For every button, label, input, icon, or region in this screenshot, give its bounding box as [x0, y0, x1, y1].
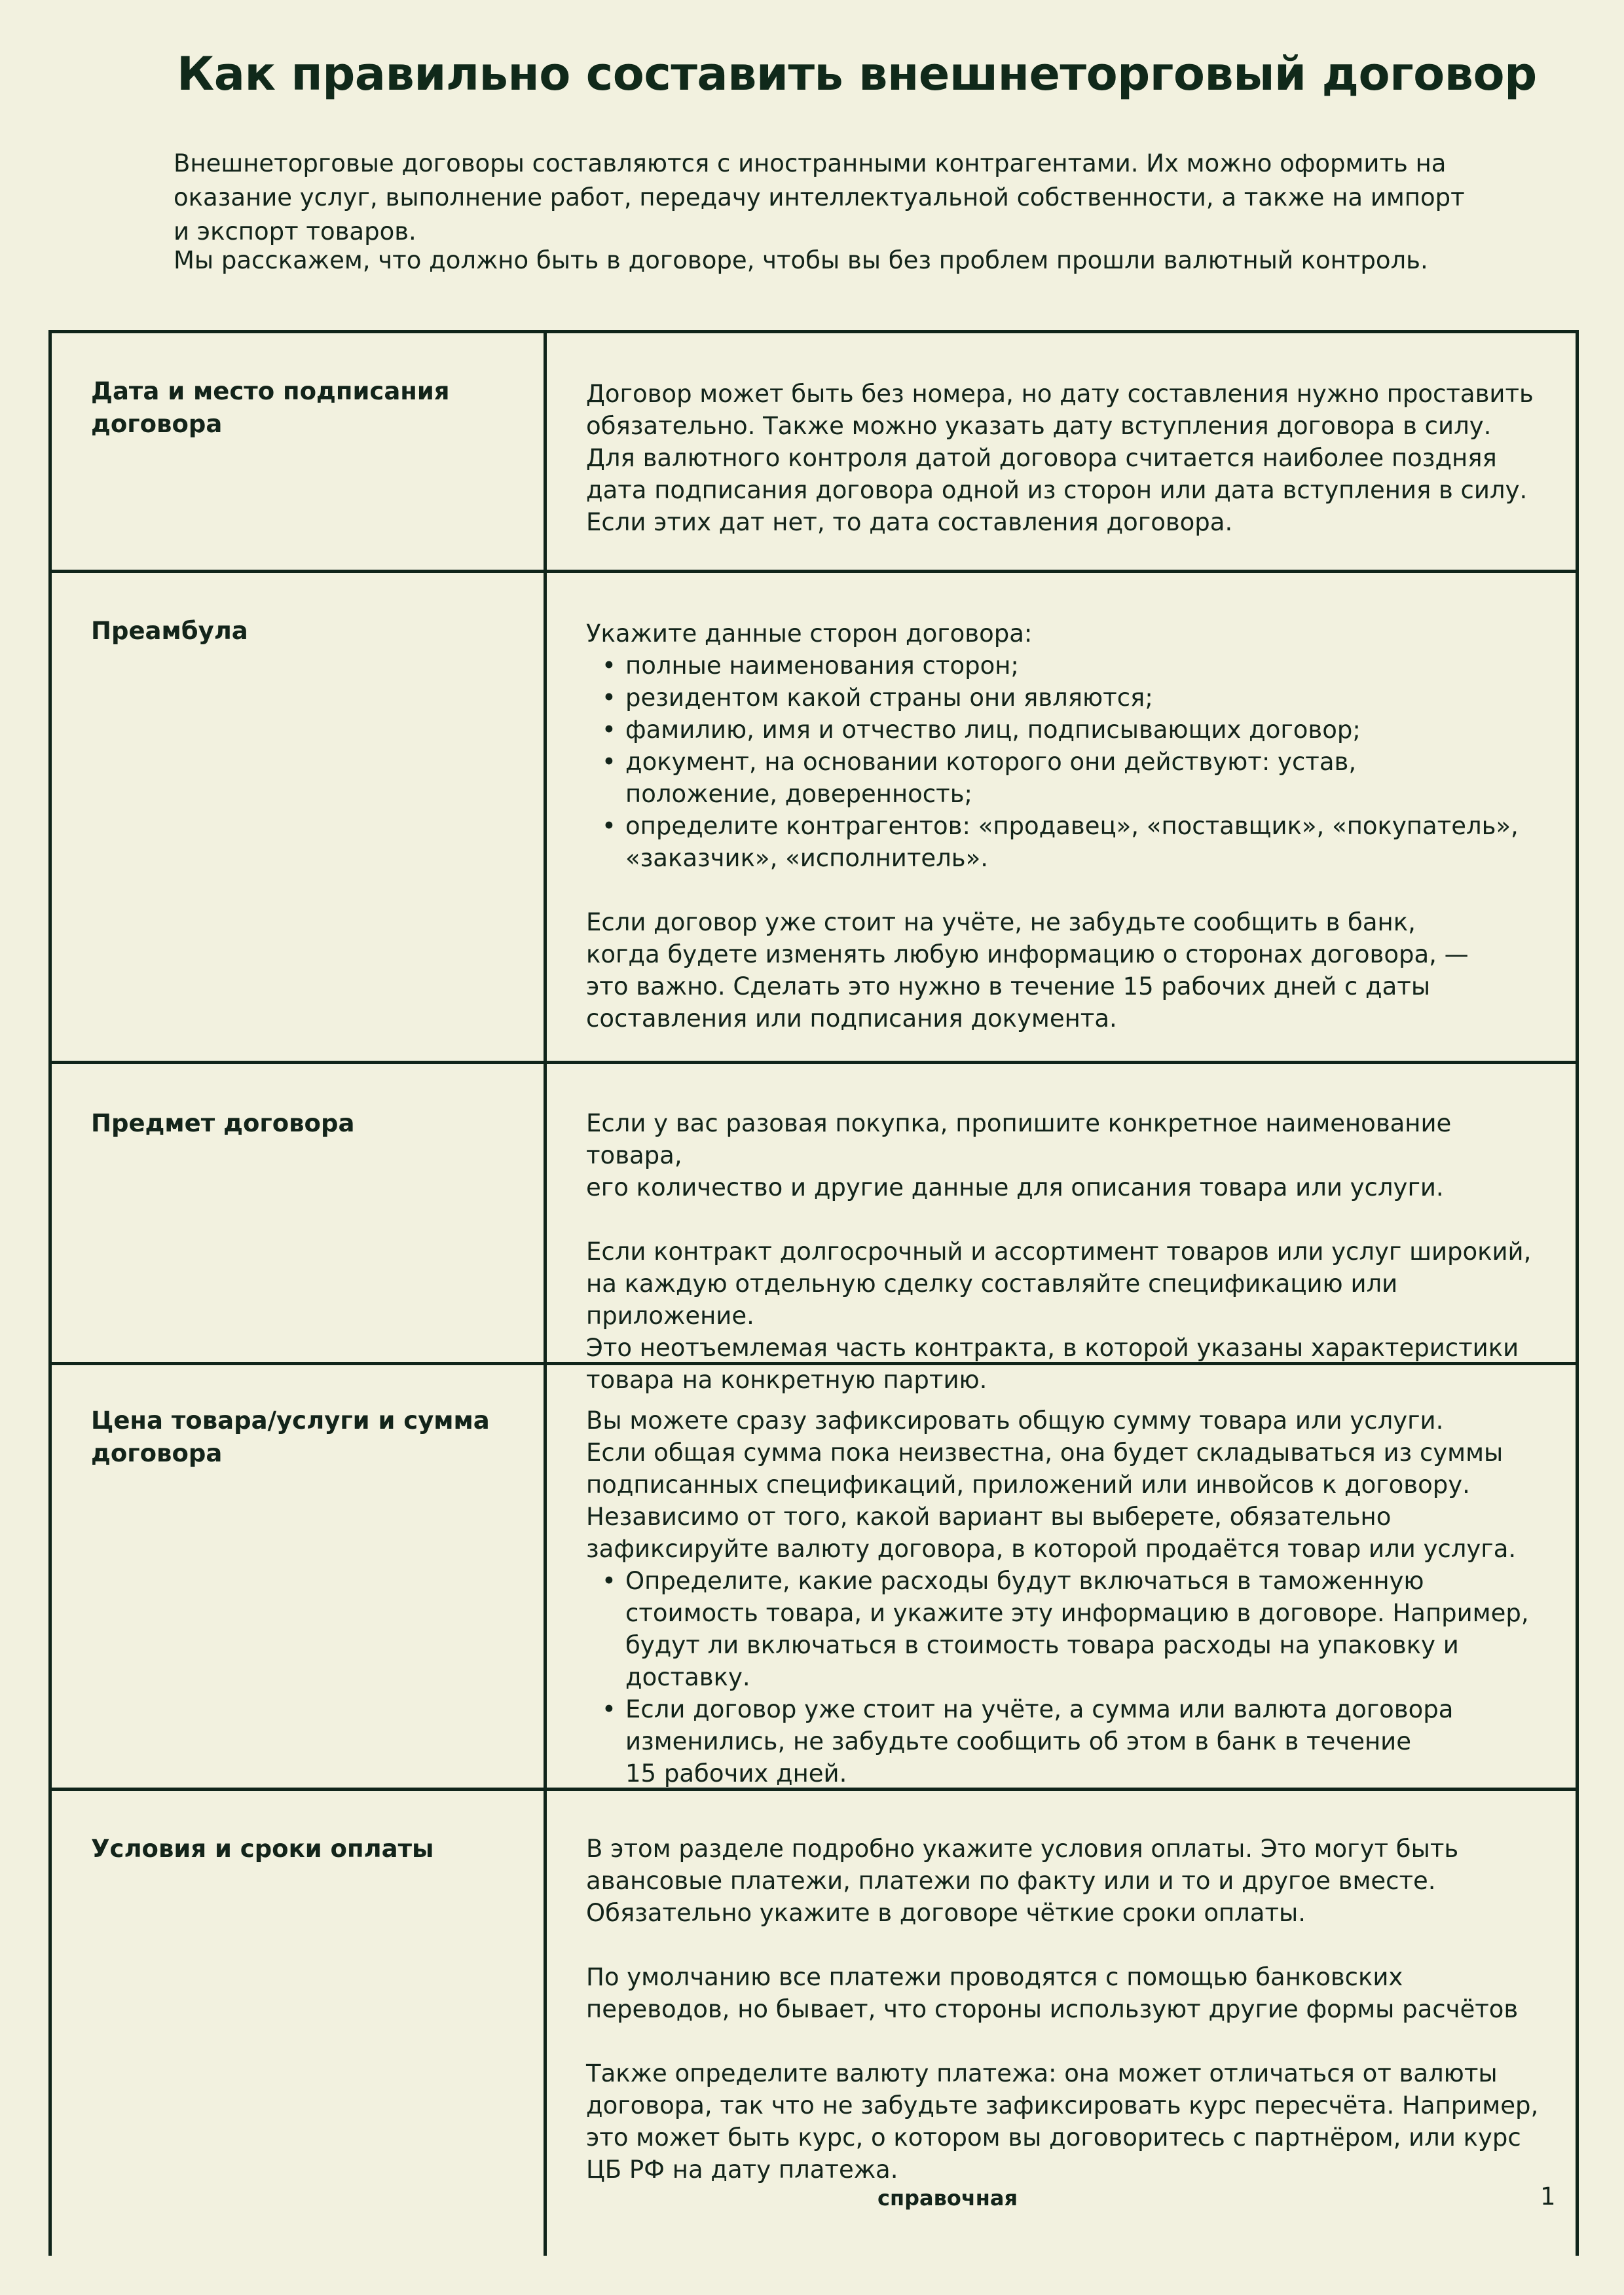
row-paragraph: Укажите данные сторон договора:	[586, 619, 1033, 648]
list-item: • Если договор уже стоит на учёте, а сумма или валюта договора изменились, не забудьте сообщить об этом в банк в течение 15 рабочих дней.	[625, 1693, 1549, 1790]
page-title: Как правильно составить внешнеторговый договор	[177, 47, 1537, 101]
row-paragraph: Вы можете сразу зафиксировать общую сумму товара или услуги. Если общая сумма пока неизвестна, она будет складываться из суммы подписанных спецификаций, приложений или инвойсов к договору. Независимо от того, какой вариант вы выберете, обязательно зафиксируйте валюту договора, в которой продаётся товар или услуга.	[586, 1406, 1517, 1563]
bullet-list	[586, 1565, 1549, 1790]
row-label: Преамбула	[52, 573, 547, 1061]
row-label: Предмет договора	[52, 1064, 547, 1362]
table-row	[52, 1064, 1576, 1394]
list-item: • определите контрагентов: «продавец», «поставщик», «покупатель», «заказчик», «исполнитель».	[625, 810, 1549, 874]
row-paragraph: Если у вас разовая покупка, пропишите конкретное наименование товара, его количество и другие данные для описания товара или услуги.	[586, 1109, 1452, 1202]
row-label: Дата и место подписания договора	[52, 333, 547, 570]
row-content	[547, 1791, 1576, 2186]
list-item: • полные наименования сторон;	[625, 650, 1549, 682]
list-item: • Определите, какие расходы будут включаться в таможенную стоимость товара, и укажите эту информацию в договоре. Например, будут ли включаться в стоимость товара расходы на упаковку и доставку.	[625, 1565, 1549, 1693]
table-row	[52, 1365, 1576, 1791]
contract-table	[48, 330, 1579, 2256]
row-paragraph: Договор может быть без номера, но дату составления нужно проставить обязательно. Также можно указать дату вступления договора в силу. Для валютного контроля датой договора считается наиболее поздняя дата подписания договора одной из сторон или дата вступления в силу. Если этих дат нет, то дата составления договора.	[586, 380, 1534, 536]
row-paragraph: По умолчанию все платежи проводятся с помощью банковских переводов, но бывает, что стороны используют другие формы расчётов	[586, 1963, 1519, 2023]
row-label: Цена товара/услуги и сумма договора	[52, 1365, 547, 1788]
table-row	[52, 573, 1576, 1064]
footer-label: справочная	[877, 2186, 1018, 2211]
row-paragraph: Если договор уже стоит на учёте, не забудьте сообщить в банк, когда будете изменять любую информацию о сторонах договора, — это важно. Сделать это нужно в течение 15 рабочих дней с даты составления или подписания документа.	[586, 908, 1469, 1033]
row-paragraph: Если контракт долгосрочный и ассортимент товаров или услуг широкий, на каждую отдельную сделку составляйте спецификацию или приложение. Это неотъемлемая часть контракта, в которой указаны характеристики товара на конкретную партию.	[586, 1238, 1532, 1394]
list-item: • резидентом какой страны они являются;	[625, 682, 1549, 714]
table-row	[52, 1791, 1576, 2256]
list-item: • фамилию, имя и отчество лиц, подписывающих договор;	[625, 714, 1549, 746]
intro-paragraph: Мы расскажем, что должно быть в договоре, чтобы вы без проблем прошли валютный контроль.	[174, 246, 1428, 274]
page-number: 1	[1540, 2182, 1556, 2211]
row-content	[547, 1365, 1576, 1790]
row-content	[547, 333, 1576, 538]
list-item: • документ, на основании которого они действуют: устав, положение, доверенность;	[625, 746, 1549, 810]
row-paragraph: В этом разделе подробно укажите условия оплаты. Это могут быть авансовые платежи, платежи по факту или и то и другое вместе. Обязательно укажите в договоре чёткие сроки оплаты.	[586, 1835, 1459, 1927]
row-label: Условия и сроки оплаты	[52, 1791, 547, 2256]
row-content	[547, 573, 1576, 1035]
intro-paragraph: Внешнеторговые договоры составляются с иностранными контрагентами. Их можно оформить на оказание услуг, выполнение работ, передачу интеллектуальной собственности, а также на импорт и экспорт товаров.	[174, 149, 1465, 246]
row-content	[547, 1064, 1576, 1396]
row-paragraph: Также определите валюту платежа: она может отличаться от валюты договора, так что не забудьте зафиксировать курс пересчёта. Например, это может быть курс, о котором вы договоритесь с партнёром, или курс ЦБ РФ на дату платежа.	[586, 2059, 1539, 2184]
table-row	[52, 333, 1576, 573]
bullet-list	[586, 650, 1549, 874]
